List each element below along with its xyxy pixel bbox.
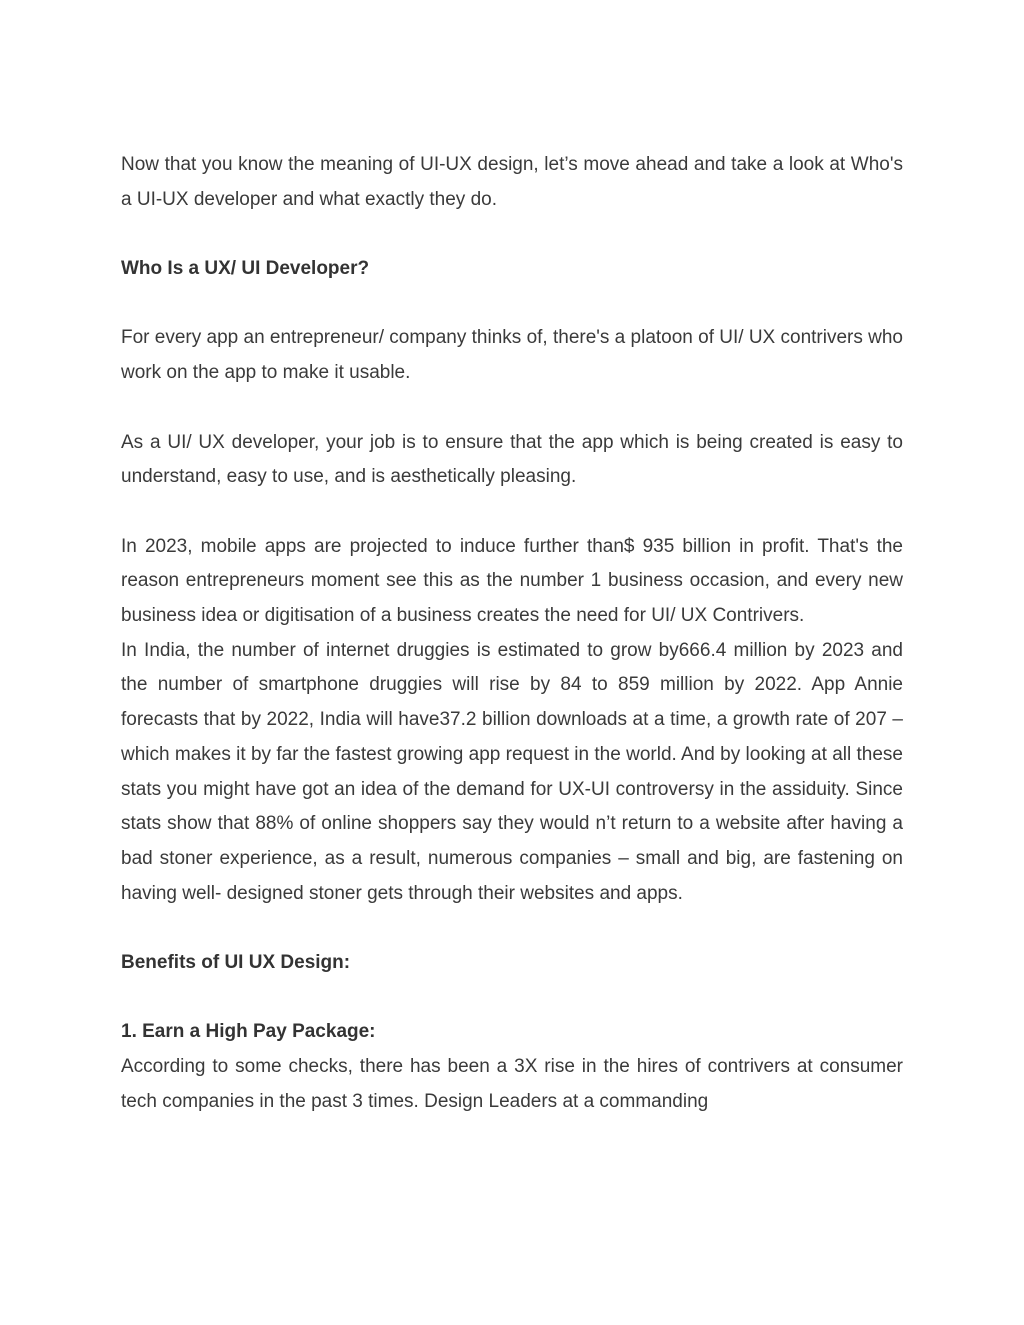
checks-paragraph: According to some checks, there has been a 3X rise in the hires of contrivers at consumer tech companies in the past 3 times. Design Leaders at a commanding [121,1056,903,1112]
benefits-heading: Benefits of UI UX Design: [121,952,351,974]
india-stats-paragraph: In India, the number of internet druggies is estimated to grow by666.4 million by 2023 and the number of smartphone druggies will rise by 84 to 859 million by 2022. App Annie forecasts that by 2022, India will have37.2 billion downloads at a time, a growth rate of 207 – which makes it by far the fastest growing app request in the world. And by looking at all these stats you might have got an idea of the demand for UX-UI controversy in the assiduity. Since stats show that 88% of online shoppers say they would n’t return to a website after having a bad stoner experience, as a result, numerous companies – small and big, are fastening on having well- designed stoner gets through their websites and apps. [121,639,903,904]
stats-2023-paragraph: In 2023, mobile apps are projected to induce further than$ 935 billion in profit. That's the reason entrepreneurs moment see this as the number 1 business occasion, and every new business idea or digitisation of a business creates the need for UI/ UX Contrivers. [121,535,903,627]
intro-paragraph: Now that you know the meaning of UI-UX design, let’s move ahead and take a look at Who's a UI-UX developer and what exactly they do. [121,154,903,210]
platoon-paragraph: For every app an entrepreneur/ company thinks of, there's a platoon of UI/ UX contrivers who work on the app to make it usable. [121,327,903,384]
document-page [121,148,903,1120]
job-paragraph: As a UI/ UX developer, your job is to ensure that the app which is being created is easy to understand, easy to use, and is aesthetically pleasing. [121,431,903,488]
pay-package-heading: 1. Earn a High Pay Package: [121,1021,376,1043]
who-heading: Who Is a UX/ UI Developer? [121,258,370,280]
